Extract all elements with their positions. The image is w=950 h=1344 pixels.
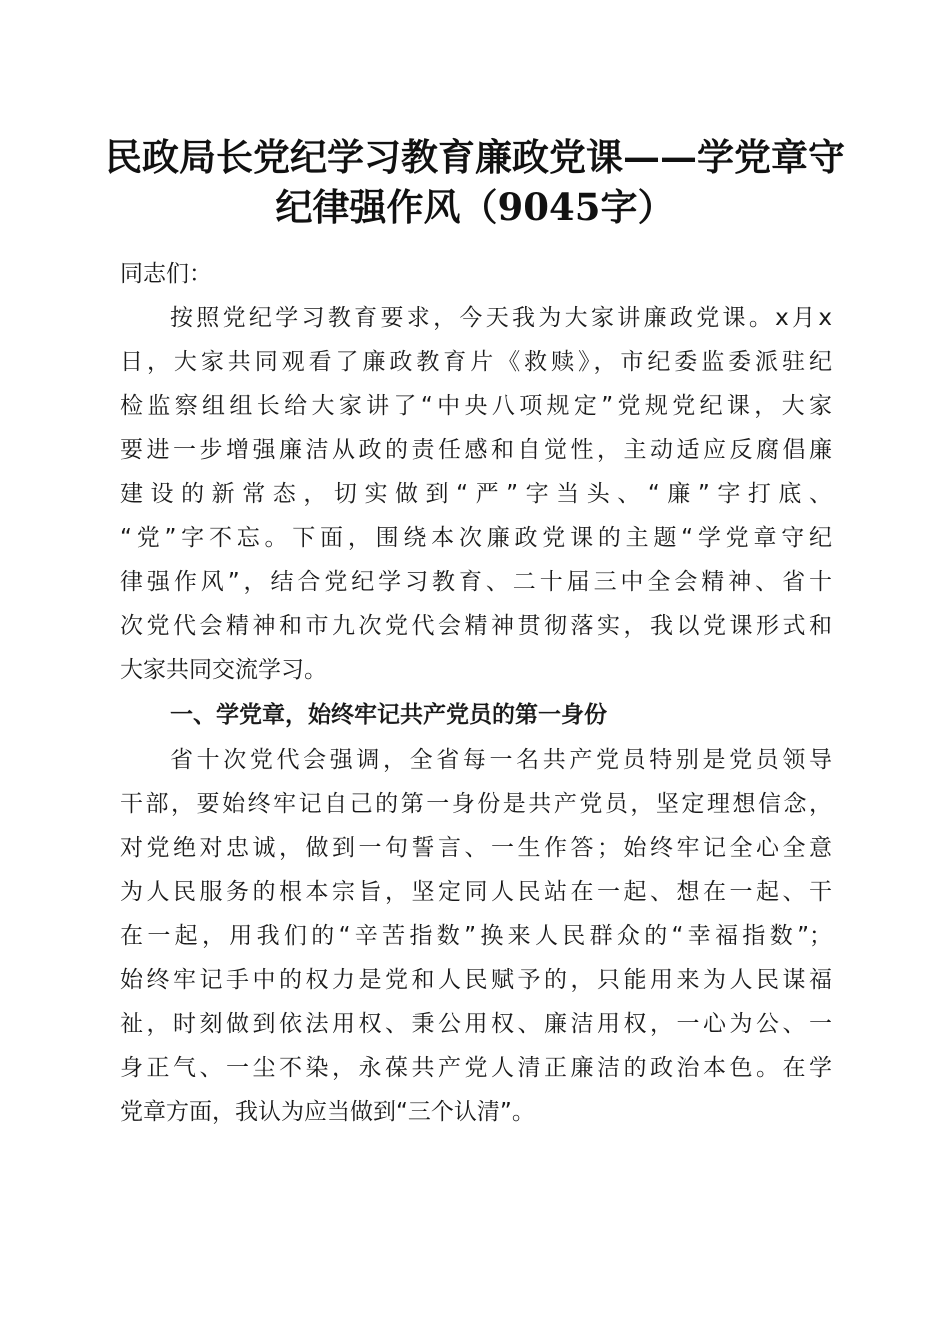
paragraph-line: “党”字不忘。下面，围绕本次廉政党课的主题“学党章守纪 [120,525,832,551]
title-line-1: 民政局长党纪学习教育廉政党课——学党章守 [105,135,845,179]
paragraph-2 [120,738,832,1134]
paragraph-line: 按照党纪学习教育要求，今天我为大家讲廉政党课。x月x [170,305,832,331]
paragraph-line: 在一起，用我们的“辛苦指数”换来人民群众的“幸福指数”； [120,923,832,949]
paragraph-line: 建设的新常态，切实做到“严”字当头、“廉”字打底、 [120,481,832,507]
paragraph-line: 日，大家共同观看了廉政教育片《救赎》，市纪委监委派驻纪 [120,349,832,375]
paragraph-line: 始终牢记手中的权力是党和人民赋予的，只能用来为人民谋福 [120,967,832,993]
paragraph-line: 检监察组组长给大家讲了“中央八项规定”党规党纪课，大家 [120,393,832,419]
title-line-2: 纪律强作风（9045字） [275,185,675,229]
paragraph-line: 律强作风”，结合党纪学习教育、二十届三中全会精神、省十 [120,569,832,595]
paragraph-line: 要进一步增强廉洁从政的责任感和自觉性，主动适应反腐倡廉 [120,437,832,463]
salutation: 同志们： [120,261,212,287]
paragraph-line: 对党绝对忠诚，做到一句誓言、一生作答；始终牢记全心全意 [120,835,832,861]
paragraph-line: 干部，要始终牢记自己的第一身份是共产党员，坚定理想信念， [120,791,832,817]
paragraph-line: 省十次党代会强调，全省每一名共产党员特别是党员领导 [170,747,832,773]
paragraph-line: 为人民服务的根本宗旨，坚定同人民站在一起、想在一起、干 [120,879,832,905]
paragraph-1 [120,296,832,692]
document-title [100,132,850,232]
document-body [120,252,832,1134]
section-heading-1: 一、学党章，始终牢记共产党员的第一身份 [170,702,607,728]
paragraph-line: 身正气、一尘不染，永葆共产党人清正廉洁的政治本色。在学 [120,1055,832,1081]
paragraph-line: 祉，时刻做到依法用权、秉公用权、廉洁用权，一心为公、一 [120,1011,832,1037]
paragraph-line: 大家共同交流学习。 [120,657,327,683]
paragraph-line: 次党代会精神和市九次党代会精神贯彻落实，我以党课形式和 [120,613,832,639]
paragraph-line: 党章方面，我认为应当做到“三个认清”。 [120,1099,535,1125]
